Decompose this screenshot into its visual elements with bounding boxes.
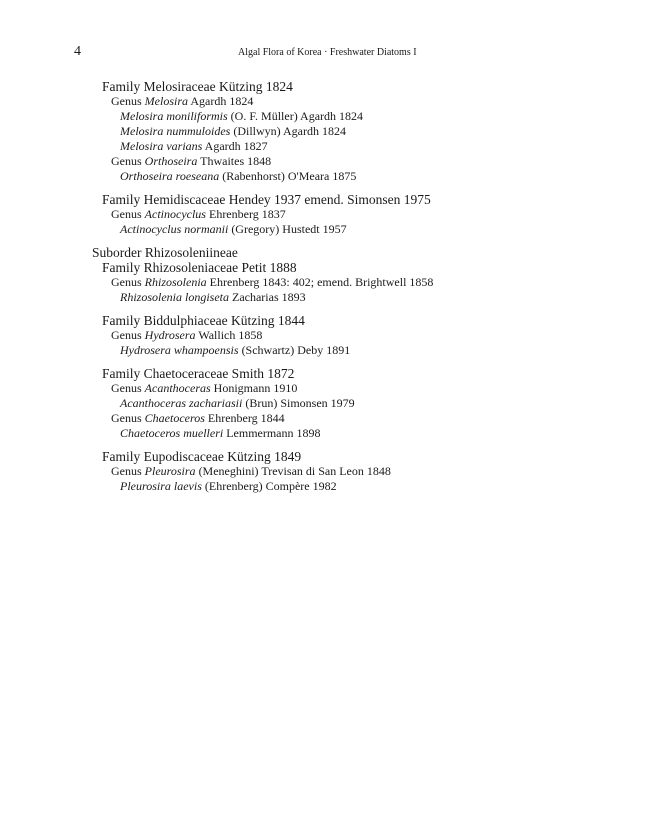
rank-prefix: Genus: [111, 328, 145, 342]
taxon-authority: Ehrenberg 1843: 402; emend. Brightwell 1858: [206, 275, 434, 289]
taxon-authority: Lemmermann 1898: [223, 426, 321, 440]
taxon-authority: Zacharias 1893: [229, 290, 306, 304]
taxon-authority: Thwaites 1848: [197, 154, 272, 168]
taxon-authority: Agardh 1827: [202, 139, 268, 153]
taxon-authority: (Meneghini) Trevisan di San Leon 1848: [195, 464, 391, 478]
taxon-authority: Honigmann 1910: [210, 381, 298, 395]
taxon-authority: Wallich 1858: [195, 328, 263, 342]
taxon-name: Acanthoceras: [144, 381, 211, 395]
taxon-name: Melosira nummuloides: [120, 124, 231, 138]
genus-entry: [0, 381, 652, 396]
taxon-name: Chaetoceros: [144, 411, 205, 425]
taxon-name: Hydrosera: [144, 328, 196, 342]
taxon-name: Hydrosera whampoensis: [120, 343, 239, 357]
family-entry: [0, 79, 652, 94]
taxon-name: Actinocyclus: [144, 207, 206, 221]
species-entry: [0, 426, 652, 441]
taxon-name: Orthoseira roeseana: [120, 169, 220, 183]
rank-prefix: Genus: [111, 154, 145, 168]
rank-prefix: Genus: [111, 381, 145, 395]
genus-entry: [0, 328, 652, 343]
taxon-authority: (Gregory) Hustedt 1957: [228, 222, 347, 236]
rank-prefix: Genus: [111, 464, 145, 478]
suborder-entry: [0, 245, 652, 260]
taxon-name: Acanthoceras zachariasii: [120, 396, 243, 410]
family-name: Family Eupodiscaceae Kützing 1849: [102, 449, 302, 464]
family-name: Family Rhizosoleniaceae Petit 1888: [102, 260, 297, 275]
species-entry: [0, 479, 652, 494]
species-entry: [0, 290, 652, 305]
taxonomy-list: [0, 79, 652, 494]
taxon-name: Melosira varians: [120, 139, 203, 153]
taxon-name: Rhizosolenia longiseta: [120, 290, 229, 304]
taxon-name: Melosira moniliformis: [120, 109, 228, 123]
family-name: Family Melosiraceae Kützing 1824: [102, 79, 293, 94]
taxon-authority: (Dillwyn) Agardh 1824: [230, 124, 346, 138]
genus-entry: [0, 411, 652, 426]
taxon-authority: Ehrenberg 1844: [204, 411, 285, 425]
species-entry: [0, 396, 652, 411]
taxon-name: Pleurosira laevis: [120, 479, 202, 493]
genus-entry: [0, 275, 652, 290]
taxon-name: Rhizosolenia: [144, 275, 207, 289]
family-name: Family Hemidiscaceae Hendey 1937 emend. Simonsen 1975: [102, 192, 431, 207]
taxon-name: Chaetoceros muelleri: [120, 426, 224, 440]
taxon-authority: (O. F. Müller) Agardh 1824: [227, 109, 364, 123]
genus-entry: [0, 207, 652, 222]
family-name: Family Chaetoceraceae Smith 1872: [102, 366, 295, 381]
rank-prefix: Genus: [111, 411, 145, 425]
genus-entry: [0, 94, 652, 109]
family-entry: [0, 192, 652, 207]
rank-prefix: Genus: [111, 275, 145, 289]
suborder-name: Suborder Rhizosoleniineae: [92, 245, 238, 260]
family-entry: [0, 260, 652, 275]
species-entry: [0, 343, 652, 358]
species-entry: [0, 109, 652, 124]
taxon-authority: (Rabenhorst) O'Meara 1875: [219, 169, 357, 183]
species-entry: [0, 169, 652, 184]
page-number: 4: [74, 44, 81, 59]
taxon-name: Actinocyclus normanii: [120, 222, 229, 236]
taxon-authority: (Ehrenberg) Compère 1982: [201, 479, 337, 493]
genus-entry: [0, 154, 652, 169]
family-entry: [0, 366, 652, 381]
family-name: Family Biddulphiaceae Kützing 1844: [102, 313, 305, 328]
species-entry: [0, 124, 652, 139]
family-entry: [0, 313, 652, 328]
taxon-name: Pleurosira: [144, 464, 196, 478]
rank-prefix: Genus: [111, 207, 145, 221]
taxon-authority: Ehrenberg 1837: [205, 207, 286, 221]
page-header: [0, 44, 652, 60]
rank-prefix: Genus: [111, 94, 145, 108]
family-entry: [0, 449, 652, 464]
running-title: Algal Flora of Korea · Freshwater Diatoms I: [238, 47, 417, 58]
taxon-name: Melosira: [144, 94, 189, 108]
species-entry: [0, 222, 652, 237]
taxon-name: Orthoseira: [144, 154, 198, 168]
taxon-authority: Agardh 1824: [188, 94, 254, 108]
genus-entry: [0, 464, 652, 479]
taxon-authority: (Brun) Simonsen 1979: [242, 396, 355, 410]
taxon-authority: (Schwartz) Deby 1891: [238, 343, 351, 357]
species-entry: [0, 139, 652, 154]
